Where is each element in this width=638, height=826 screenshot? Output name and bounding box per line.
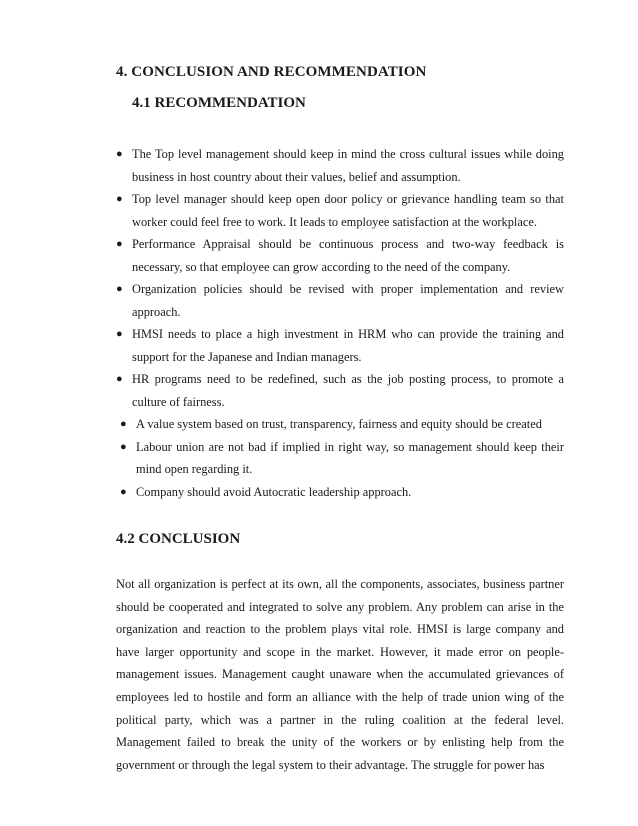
bullet-icon: ● bbox=[120, 418, 127, 430]
bullet-icon: ● bbox=[116, 373, 123, 385]
list-item bbox=[120, 436, 564, 481]
list-item bbox=[116, 188, 564, 233]
bullet-icon: ● bbox=[116, 328, 123, 340]
list-item bbox=[116, 278, 564, 323]
list-item-text: The Top level management should keep in mind the cross cultural issues while doing business in host country about their values, belief and assumption. bbox=[132, 147, 564, 184]
recommendation-heading: 4.1 RECOMMENDATION bbox=[132, 95, 306, 111]
list-item bbox=[116, 233, 564, 278]
conclusion-paragraph: Not all organization is perfect at its own, all the components, associates, business partner should be cooperated and integrated to solve any problem. Any problem can arise in the organization and reaction to the problem plays vital role. HMSI is large company and have larger opportunity and scope in the market. However, it made error on people-management issues. Management caught unaware when the accumulated grievances of employees led to hostile and form an alliance with the help of trade union wing of the political party, which was a partner in the ruling coalition at the federal level. Management failed to break the unity of the workers or by enlisting help from the government or through the legal system to their advantage. The struggle for power has bbox=[116, 577, 564, 772]
recommendation-list bbox=[0, 143, 638, 503]
list-item-text: HR programs need to be redefined, such as the job posting process, to promote a culture of fairness. bbox=[132, 372, 564, 409]
conclusion-heading: 4.2 CONCLUSION bbox=[116, 531, 241, 547]
list-item-text: A value system based on trust, transparency, fairness and equity should be created bbox=[136, 417, 542, 431]
list-item bbox=[116, 323, 564, 368]
bullet-icon: ● bbox=[116, 238, 123, 250]
bullet-icon: ● bbox=[116, 148, 123, 160]
bullet-icon: ● bbox=[120, 440, 127, 453]
list-item-text: Company should avoid Autocratic leadership approach. bbox=[136, 484, 412, 499]
list-item bbox=[116, 368, 564, 413]
list-item-text: Labour union are not bad if implied in right way, so management should keep their mind open regarding it. bbox=[136, 439, 564, 476]
list-item-text: Top level manager should keep open door policy or grievance handling team so that worker could feel free to work. It leads to employee satisfaction at the workplace. bbox=[132, 192, 564, 229]
bullet-icon: ● bbox=[120, 485, 127, 498]
list-item-text: Performance Appraisal should be continuous process and two-way feedback is necessary, so that employee can grow according to the need of the company. bbox=[132, 237, 564, 274]
list-item-text: Organization policies should be revised with proper implementation and review approach. bbox=[132, 282, 564, 319]
list-item bbox=[116, 143, 564, 188]
list-item-text: HMSI needs to place a high investment in HRM who can provide the training and support for the Japanese and Indian managers. bbox=[132, 327, 564, 364]
section-heading: 4. CONCLUSION AND RECOMMENDATION bbox=[116, 64, 427, 80]
bullet-icon: ● bbox=[116, 193, 123, 205]
list-item bbox=[120, 481, 564, 504]
bullet-icon: ● bbox=[116, 283, 123, 295]
list-item bbox=[120, 413, 564, 436]
